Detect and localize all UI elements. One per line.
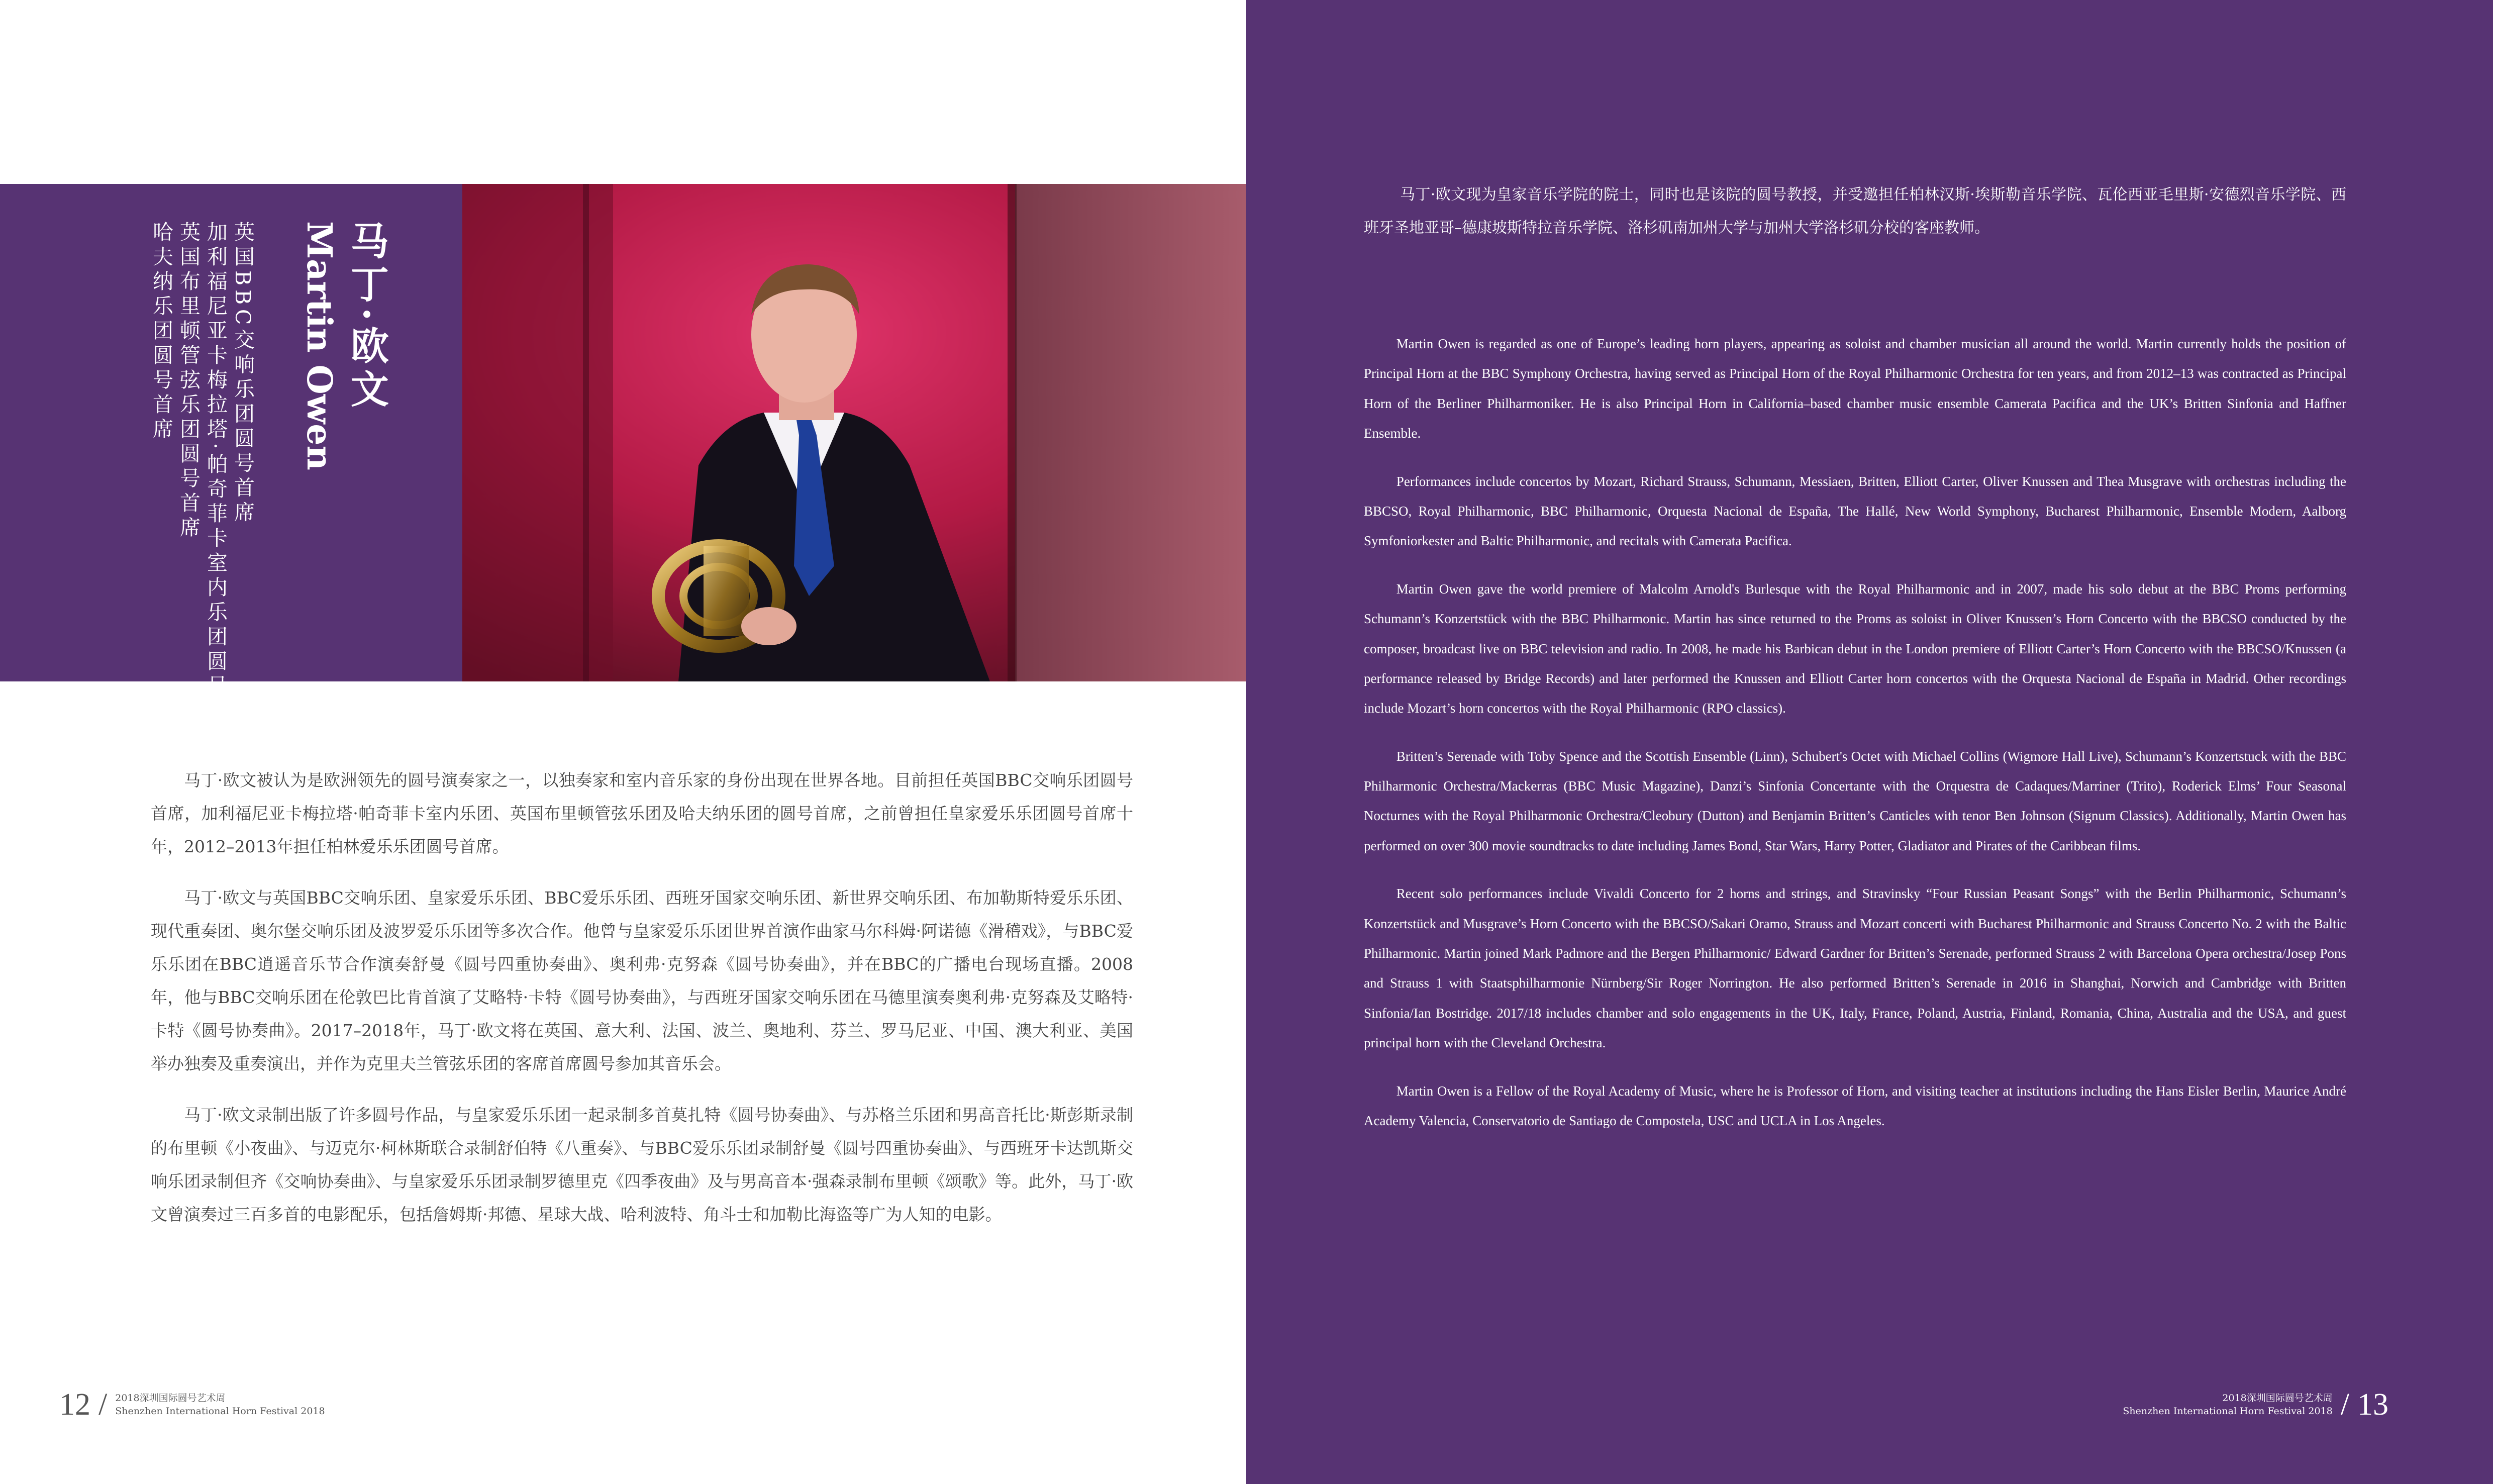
page-number: 12 [59,1388,90,1422]
name-en: Martin Owen [299,221,340,470]
festival-caption [115,1392,325,1418]
bio-en-text [1364,178,2346,1154]
intro-zh-paragraph: 马丁·欧文现为皇家音乐学院的院士，同时也是该院的圆号教授，并受邀担任柏林汉斯·埃斯勒音乐学院、瓦伦西亚毛里斯·安德烈音乐学院、西班牙圣地亚哥–德康坡斯特拉音乐学院、洛杉矶南加州大学与加州大学洛杉矶分校的客座教师。 [1364,186,2346,237]
name-zh: 马丁·欧文 [344,221,389,413]
festival-caption [2123,1392,2332,1418]
role-2: 加利福尼亚卡梅拉塔·帕奇菲卡室内乐团圆号首席 [204,221,228,749]
role-4: 哈夫纳乐团圆号首席 [149,221,173,443]
bio-en-paragraph-6: Martin Owen is a Fellow of the Royal Academy of Music, where he is Professor of Horn, and visiting teacher at institutions including the Hans Eisler Berlin, Maurice André Academy Valencia, Conservatorio de Santiago de Compostela, USC and UCLA in Los Angeles. [1364,1083,2346,1128]
bio-zh-text [151,764,1133,1249]
festival-caption-zh: 2018深圳国际圆号艺术周 [2222,1392,2333,1404]
bio-zh-paragraph-3: 马丁·欧文录制出版了许多圆号作品，与皇家爱乐乐团一起录制多首莫扎特《圆号协奏曲》、与苏格兰乐团和男高音托比·斯彭斯录制的布里顿《小夜曲》、与迈克尔·柯林斯联合录制舒伯特《八重奏》、与BBC爱乐乐团录制舒曼《圆号四重协奏曲》、与西班牙卡达凯斯交响乐团录制但齐《交响协奏曲》、与皇家爱乐乐团录制罗德里克《四季夜曲》及与男高音本·强森录制布里顿《颂歌》等。此外，马丁·欧文曾演奏过三百多首的电影配乐，包括詹姆斯·邦德、星球大战、哈利波特、角斗士和加勒比海盗等广为人知的电影。 [151,1105,1133,1224]
footer-right [2123,1387,2388,1423]
role-1: 英国BBC交响乐团圆号首席 [231,221,255,526]
footer-left [59,1387,325,1423]
bio-zh-paragraph-1: 马丁·欧文被认为是欧洲领先的圆号演奏家之一，以独奏家和室内音乐家的身份出现在世界各地。目前担任英国BBC交响乐团圆号首席，加利福尼亚卡梅拉塔·帕奇菲卡室内乐团、英国布里顿管弦乐团及哈夫纳乐团的圆号首席，之前曾担任皇家爱乐乐团圆号首席十年，2012–2013年担任柏林爱乐乐团圆号首席。 [151,770,1133,856]
festival-caption-zh: 2018深圳国际圆号艺术周 [115,1392,226,1404]
bio-en-paragraph-3: Martin Owen gave the world premiere of Malcolm Arnold's Burlesque with the Royal Philharmonic and in 2007, made his solo debut at the BBC Proms performing Schumann’s Konzertstück with the BBC Philharmonic. Martin has since returned to the Proms as soloist in Oliver Knussen’s Horn Concerto with the BBCSO conducted by the composer, broadcast live on BBC television and radio. In 2008, he made his Barbican debut in the London premiere of Elliott Carter’s Horn Concerto with the BBCSO/Knussen (a performance released by Bridge Records) and later performed the Knussen and Elliott Carter horn concertos with the Orquesta Nacional de España in Madrid. Other recordings include Mozart’s horn concertos with the Royal Philharmonic (RPO classics). [1364,581,2346,716]
bio-en-paragraph-1: Martin Owen is regarded as one of Europe’s leading horn players, appearing as soloist and chamber musician all around the world. Martin currently holds the position of Principal Horn at the BBC Symphony Orchestra, having served as Principal Horn of the Royal Philharmonic Orchestra for ten years, and from 2012–13 was contracted as Principal Horn of the Berliner Philharmoniker. He is also Principal Horn in California–based chamber music ensemble Camerata Pacifica and the UK’s Britten Sinfonia and Haffner Ensemble. [1364,336,2346,441]
right-page [1246,0,2493,1484]
role-3: 英国布里顿管弦乐团圆号首席 [176,221,201,541]
festival-caption-en: Shenzhen International Horn Festival 2018 [115,1405,325,1417]
bio-en-paragraph-5: Recent solo performances include Vivaldi Concerto for 2 horns and strings, and Stravinsky “Four Russian Peasant Songs” with the Berlin Philharmonic, Schumann’s Konzertstück and Musgrave’s Horn Concerto with the BBCSO/Sakari Oramo, Strauss and Mozart concerti with Bucharest Philharmonic and Strauss Concerto No. 2 with the Baltic Philharmonic. Martin joined Mark Padmore and the Bergen Philharmonic/ Edward Gardner for Britten’s Serenade, performed Strauss 2 with Barcelona Opera orchestra/Josep Pons and Strauss 1 with Staatsphilharmonie Nürnberg/Sir Roger Norrington. He also performed Britten’s Serenade in 2016 in Shanghai, Norwich and Cambridge with Britten Sinfonia/Ian Bostridge. 2017/18 includes chamber and solo engagements in the UK, Italy, France, Poland, Austria, Finland, Romania, China, Australia and the USA, and guest principal horn with the Cleveland Orchestra. [1364,886,2346,1051]
page-slash: / [2340,1388,2349,1422]
bio-en-paragraph-2: Performances include concertos by Mozart, Richard Strauss, Schumann, Messiaen, Britten, Elliott Carter, Oliver Knussen and Thea Musgrave with orchestras including the BBCSO, Royal Philharmonic, BBC Philharmonic, Orquesta Nacional de España, The Hallé, New World Symphony, Bucharest Philharmonic, Ensemble Modern, Aalborg Symfoniorkester and Baltic Philharmonic, and recitals with Camerata Pacifica. [1364,473,2346,549]
festival-caption-en: Shenzhen International Horn Festival 2018 [2123,1405,2333,1417]
bio-zh-paragraph-2: 马丁·欧文与英国BBC交响乐团、皇家爱乐乐团、BBC爱乐乐团、西班牙国家交响乐团、新世界交响乐团、布加勒斯特爱乐乐团、现代重奏团、奥尔堡交响乐团及波罗爱乐乐团等多次合作。他曾与皇家爱乐乐团世界首演作曲家马尔科姆·阿诺德《滑稽戏》，与BBC爱乐乐团在BBC逍遥音乐节合作演奏舒曼《圆号四重协奏曲》、奥利弗·克努森《圆号协奏曲》，并在BBC的广播电台现场直播。2008年，他与BBC交响乐团在伦敦巴比肯首演了艾略特·卡特《圆号协奏曲》，与西班牙国家交响乐团在马德里演奏奥利弗·克努森及艾略特·卡特《圆号协奏曲》。2017–2018年，马丁·欧文将在英国、意大利、法国、波兰、奥地利、芬兰、罗马尼亚、中国、澳大利亚、美国举办独奏及重奏演出，并作为克里夫兰管弦乐团的客席首席圆号参加其音乐会。 [151,888,1133,1073]
left-page [0,0,1246,1484]
portrait-photo [462,184,1246,681]
page-number: 13 [2357,1388,2388,1422]
bio-en-paragraph-4: Britten’s Serenade with Toby Spence and the Scottish Ensemble (Linn), Schubert's Octet with Michael Collins (Wigmore Hall Live), Schumann’s Konzertstuck with the BBC Philharmonic Orchestra/Mackerras (BBC Music Magazine), Danzi’s Sinfonia Concertante with the Orquestra de Cadaques/Marriner (Trito), Roderick Elms’ Four Seasonal Nocturnes with the Royal Philharmonic Orchestra/Cleobury (Dutton) and Benjamin Britten’s Canticles with tenor Ben Johnson (Signum Classics). Additionally, Martin Owen has performed on over 300 movie soundtracks to date including James Bond, Star Wars, Harry Potter, Gladiator and Pirates of the Caribbean films. [1364,748,2346,853]
page-slash: / [98,1388,108,1422]
